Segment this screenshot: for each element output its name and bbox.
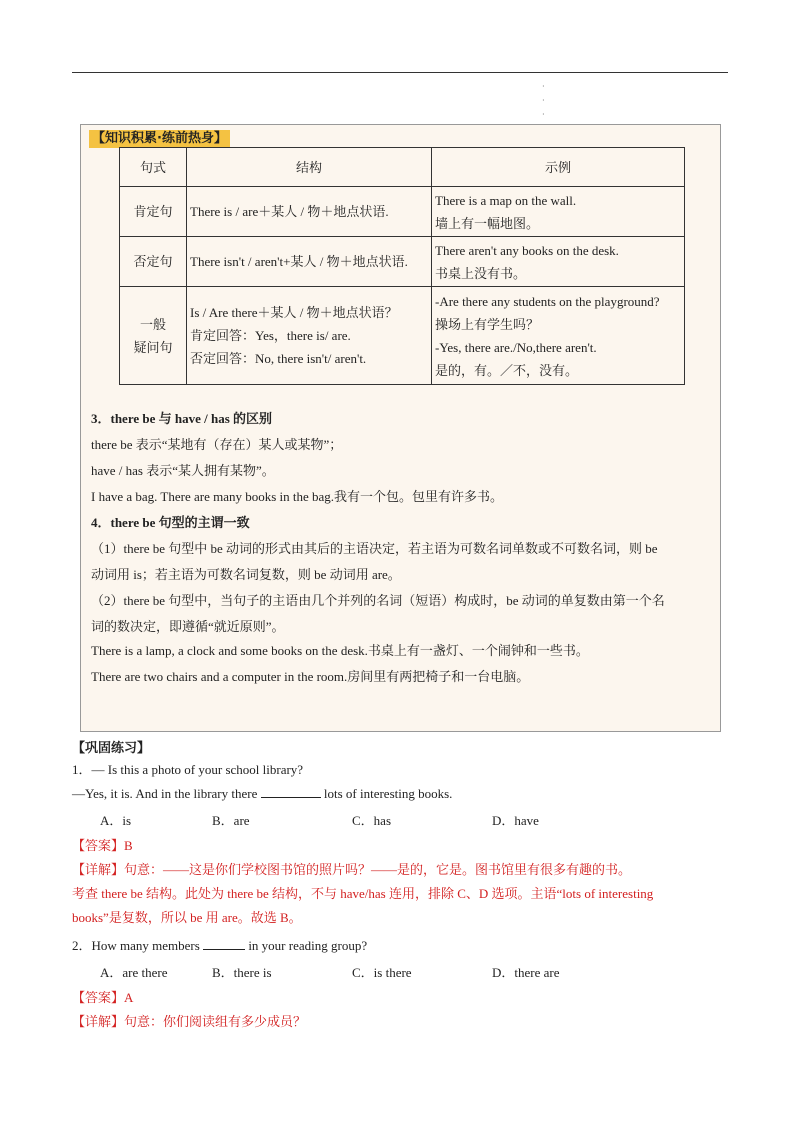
section-line: I have a bag. There are many books in the bag.我有一个包。包里有许多书。 (91, 489, 504, 504)
header-rule (72, 72, 728, 73)
structure-line: Is / Are there＋某人 / 物＋地点状语？ (190, 305, 398, 320)
section-line: （2）there be 句型中，当句子的主语由几个并列的名词（短语）构成时，be 动词的单复数由第一个名 (91, 593, 665, 608)
q1-stem: 1．— Is this a photo of your school library? (72, 762, 304, 777)
example-line: 是的，有。／不，没有。 (435, 362, 579, 378)
section-line: 动词用 is；若主语为可数名词复数，则 be 动词用 are。 (91, 567, 401, 582)
q1-option-c: C．has (352, 813, 392, 828)
q1-detail: 考查 there be 结构。此处为 there be 结构，不与 have/has 连用，排除 C、D 选项。主语“lots of interesting (72, 886, 654, 901)
q2-option-c: C．is there (352, 965, 412, 980)
q1-detail: books”是复数，所以 be 用 are。故选 B。 (72, 910, 302, 925)
example-line: 操场上有学生吗？ (435, 316, 540, 332)
structure-cell (187, 287, 432, 385)
q1-detail: 【详解】句意：——这是你们学校图书馆的照片吗？——是的，它是。图书馆里有很多有趣的书。 (72, 862, 632, 877)
q2-option-d: D．there are (492, 965, 560, 980)
table-row (120, 187, 685, 237)
q1-option-d: D．have (492, 813, 539, 828)
header-dots: · · · (542, 82, 545, 119)
example-line: -Are there any students on the playground? (435, 293, 660, 309)
q1-line2-text: lots of interesting books. (320, 786, 453, 801)
q1-line2-text: —Yes, it is. And in the library there (72, 786, 261, 801)
sentence-type-line: 一般 (139, 316, 166, 332)
q2-stem-text: 2．How many members (72, 938, 204, 953)
example-line: There aren't any books on the desk. (435, 242, 619, 258)
section-heading: 4．there be 句型的主谓一致 (91, 515, 250, 530)
section-heading: 3．there be 与 have / has 的区别 (91, 411, 273, 426)
sentence-type: 否定句 (120, 237, 187, 287)
structure-cell (187, 237, 432, 287)
section-line: there be 表示“某地有（存在）某人或某物”； (91, 437, 343, 452)
example-cell (432, 237, 685, 287)
q1-option-b: B．are (212, 813, 250, 828)
grammar-table (119, 147, 685, 385)
section-line: There are two chairs and a computer in the room.房间里有两把椅子和一台电脑。 (91, 669, 530, 684)
table-row (120, 287, 685, 385)
exercise-title: 【巩固练习】 (72, 740, 151, 755)
table-header: 句式 (120, 148, 187, 187)
section-line: 词的数决定，即遵循“就近原则”。 (91, 619, 285, 634)
example-cell (432, 187, 685, 237)
q2-blank (203, 937, 245, 950)
sentence-type: 肯定句 (120, 187, 187, 237)
structure-line: 否定回答：No, there isn't/ aren't. (190, 351, 367, 366)
section-line: have / has 表示“某人拥有某物”。 (91, 463, 275, 478)
table-header: 结构 (187, 148, 432, 187)
structure-line: There isn't / aren't+某人 / 物＋地点状语. (190, 254, 408, 269)
q2-answer: 【答案】A (72, 990, 134, 1005)
example-line: 墙上有一幅地图。 (435, 215, 540, 231)
example-line: There is a map on the wall. (435, 192, 577, 208)
q2-stem (72, 936, 367, 956)
q1-answer: 【答案】B (72, 838, 133, 853)
sentence-type-line: 疑问句 (133, 339, 173, 355)
example-line: 书桌上没有书。 (435, 265, 527, 281)
q1-blank (261, 785, 321, 798)
q2-option-a: A．are there (100, 965, 168, 980)
knowledge-title: 【知识积累·练前热身】 (89, 130, 230, 148)
sentence-type (120, 287, 187, 385)
table-header-row (120, 148, 685, 187)
table-row (120, 237, 685, 287)
q2-detail: 【详解】句意：你们阅读组有多少成员？ (72, 1014, 307, 1029)
structure-line: There is / are＋某人 / 物＋地点状语. (190, 204, 389, 219)
example-line: -Yes, there are./No,there aren't. (435, 339, 597, 355)
knowledge-box (80, 124, 721, 732)
section-line: （1）there be 句型中 be 动词的形式由其后的主语决定，若主语为可数名词单数或不可数名词，则 be (91, 541, 658, 556)
q1-line2 (72, 784, 452, 804)
q2-stem-text: in your reading group? (245, 938, 368, 953)
q1-option-a: A．is (100, 813, 132, 828)
example-cell (432, 287, 685, 385)
q2-option-b: B．there is (212, 965, 272, 980)
section-line: There is a lamp, a clock and some books on the desk.书桌上有一盏灯、一个闹钟和一些书。 (91, 643, 589, 658)
structure-line: 肯定回答：Yes，there is/ are. (190, 328, 351, 343)
structure-cell (187, 187, 432, 237)
table-header: 示例 (432, 148, 685, 187)
